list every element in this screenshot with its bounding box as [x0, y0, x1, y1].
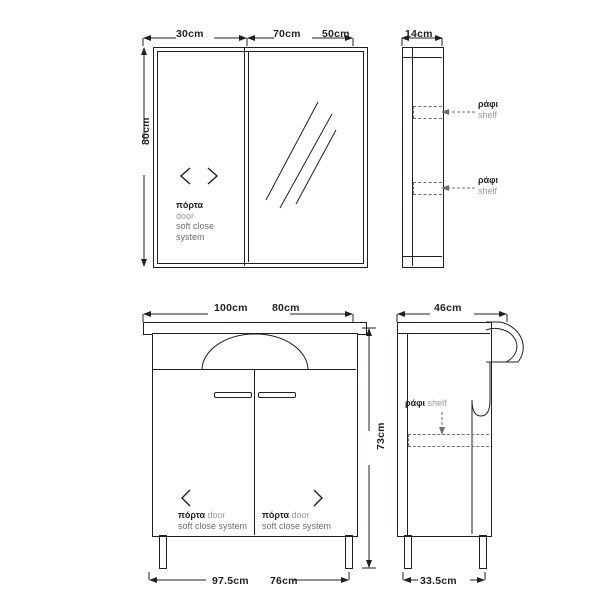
mirror-side-dim-depth: 14cm — [405, 28, 433, 40]
mirror-cabinet-front-view — [0, 0, 400, 290]
vanity-left-door-label-en: door — [207, 510, 226, 520]
vanity-side-shelf-gr: ράφι — [405, 398, 426, 408]
vanity-left-door-arrow — [178, 488, 238, 508]
vanity-left-door-label-gr: πόρτα — [178, 510, 206, 520]
vanity-leg-left — [159, 535, 167, 569]
vanity-right-door-label — [262, 510, 331, 531]
vanity-front-dim-height: 73cm — [375, 422, 387, 450]
vanity-side-shelf-edge — [408, 434, 409, 446]
mirror-cabinet-door-divider-inner — [248, 51, 249, 262]
mirror-side-shelf-top-gr: ράφι — [478, 99, 499, 109]
mirror-front-dim-right-b: 50cm — [322, 28, 350, 40]
mirror-cabinet-side-bottom-edge — [402, 256, 442, 257]
mirror-door-label-en: door — [176, 210, 195, 221]
vanity-front-view — [0, 290, 400, 600]
mirror-side-shelf-bottom-gr: ράφι — [478, 175, 499, 185]
mirror-side-shelf-top-line-a — [413, 106, 442, 107]
vanity-front-dim-top-a: 100cm — [214, 302, 248, 314]
vanity-side-shelf-leader — [428, 408, 458, 438]
mirror-side-shelf-bottom-en: shelf — [478, 185, 498, 196]
mirror-front-dim-left: 30cm — [176, 28, 204, 40]
mirror-side-shelf-bottom-edge — [413, 182, 414, 194]
mirror-front-dim-right-a: 70cm — [273, 28, 301, 40]
mirror-side-shelf-bottom-line-a — [413, 182, 442, 183]
vanity-side-top-edge — [397, 333, 490, 334]
mirror-side-shelf-bottom-label — [478, 175, 498, 196]
vanity-left-door-softclose: soft close system — [178, 520, 248, 531]
vanity-side-dim-bottom: 33.5cm — [420, 575, 457, 587]
mirror-side-shelf-top-edge — [413, 106, 414, 118]
vanity-left-door-handle[interactable] — [214, 392, 252, 398]
vanity-side-siphon — [472, 362, 502, 536]
vanity-front-dim-top-b: 80cm — [272, 302, 300, 314]
vanity-side-view — [380, 290, 600, 600]
mirror-cabinet-side-body — [402, 47, 444, 268]
mirror-front-dim-height: 80cm — [140, 117, 152, 145]
vanity-side-shelf-en: shelf — [427, 398, 447, 408]
mirror-front-height-dimension — [130, 46, 152, 268]
vanity-right-door-arrow — [306, 488, 336, 508]
mirror-side-shelf-top-label — [478, 99, 498, 120]
vanity-right-door-handle[interactable] — [258, 392, 296, 398]
vanity-door-divider — [254, 369, 255, 535]
vanity-leg-right — [345, 535, 353, 569]
vanity-side-basin-profile — [484, 318, 536, 364]
mirror-side-shelf-top-line-b — [413, 118, 442, 119]
mirror-reflection-lines — [260, 100, 340, 210]
vanity-side-shelf-label — [405, 398, 447, 409]
vanity-front-top-dimensions — [140, 298, 370, 320]
vanity-side-leg-right — [479, 535, 487, 569]
mirror-side-shelf-bottom-line-b — [413, 194, 442, 195]
vanity-right-door-label-gr: πόρτα — [262, 510, 290, 520]
vanity-right-door-label-en: door — [291, 510, 310, 520]
vanity-side-dim-depth: 46cm — [434, 302, 462, 314]
mirror-door-open-arrows — [176, 165, 222, 187]
mirror-door-softclose-line1: soft close — [176, 221, 215, 231]
vanity-right-door-softclose: soft close system — [262, 520, 332, 531]
vanity-front-dim-bottom-b: 76cm — [270, 575, 298, 587]
vanity-side-leg-left — [404, 535, 412, 569]
mirror-door-label — [176, 200, 214, 242]
vanity-basin-cutout — [200, 332, 310, 372]
mirror-cabinet-door-divider — [244, 47, 245, 266]
mirror-cabinet-side-top-edge — [402, 57, 442, 58]
vanity-side-shelf-line-b — [408, 446, 489, 447]
vanity-front-dim-bottom-a: 97.5cm — [212, 575, 249, 587]
mirror-door-softclose-line2: system — [176, 231, 205, 242]
mirror-cabinet-side-view — [380, 0, 600, 290]
vanity-left-door-label — [178, 510, 247, 531]
mirror-side-shelf-top-en: shelf — [478, 109, 498, 120]
vanity-front-bottom-dimensions — [146, 570, 362, 592]
mirror-door-label-gr: πόρτα — [176, 200, 204, 210]
mirror-cabinet-side-front-edge — [412, 47, 413, 266]
